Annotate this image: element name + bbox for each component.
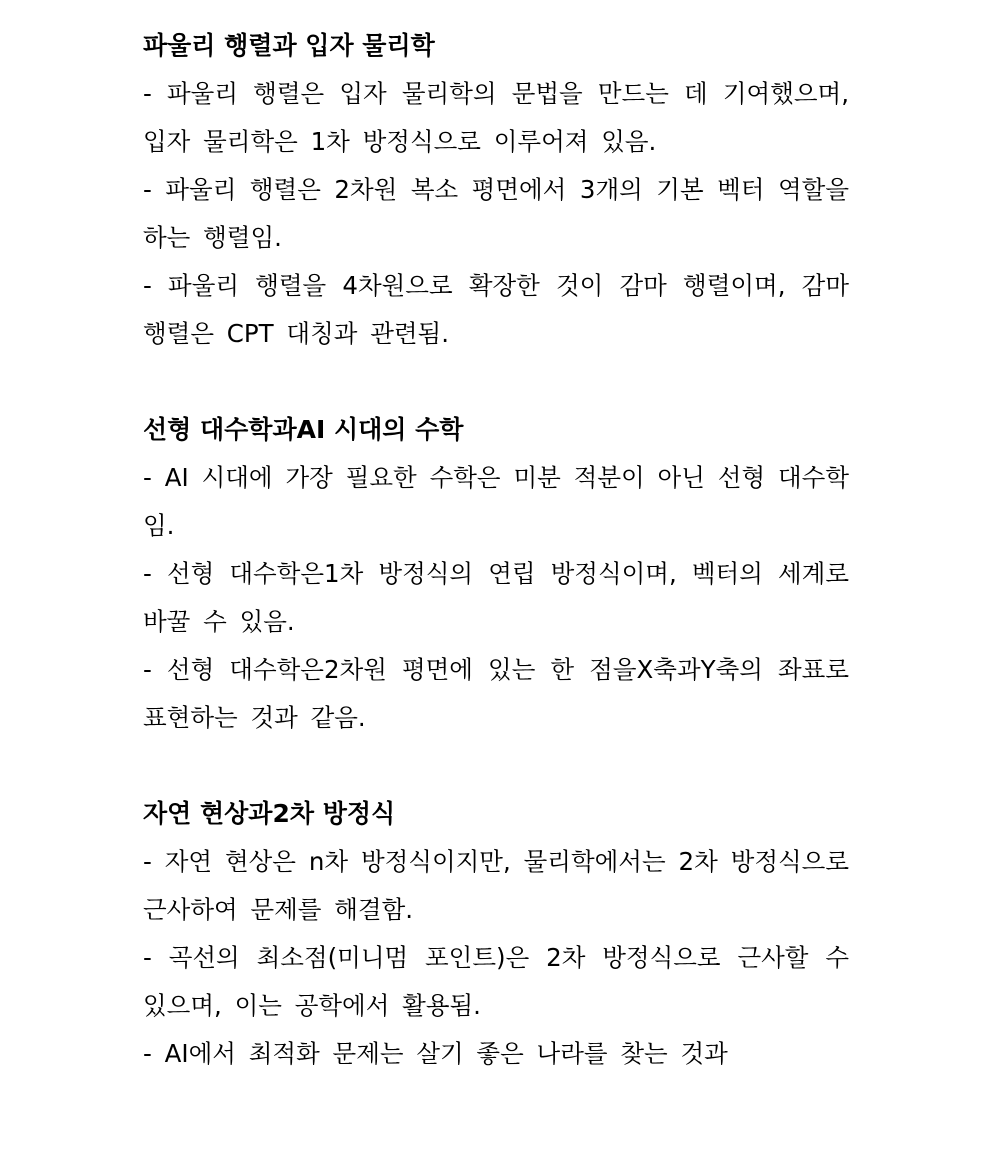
bullet-item: - 파울리 행렬은 입자 물리학의 문법을 만드는 데 기여했으며, 입자 물리학은 1차 방정식으로 이루어져 있음.: [143, 79, 849, 156]
bullet-item: - 곡선의 최소점(미니멈 포인트)은 2차 방정식으로 근사할 수 있으며, 이는 공학에서 활용됨.: [143, 943, 849, 1020]
bullet-item: - 자연 현상은 n차 방정식이지만, 물리학에서는 2차 방정식으로 근사하여 문제를 해결함.: [143, 847, 849, 924]
bullet-item: - 선형 대수학은2차원 평면에 있는 한 점을X축과Y축의 좌표로 표현하는 것과 같음.: [143, 655, 849, 732]
section-quadratic-equations: [143, 790, 849, 1078]
section-heading: 자연 현상과2차 방정식: [143, 799, 396, 828]
bullet-item: - 파울리 행렬은 2차원 복소 평면에서 3개의 기본 벡터 역할을 하는 행렬임.: [143, 175, 849, 252]
bullet-item: - AI에서 최적화 문제는 살기 좋은 나라를 찾는 것과: [143, 1039, 728, 1068]
section-pauli-matrices: [143, 22, 849, 358]
document-page: [143, 22, 849, 1078]
section-linear-algebra: [143, 406, 849, 742]
bullet-item: - 파울리 행렬을 4차원으로 확장한 것이 감마 행렬이며, 감마 행렬은 CPT 대칭과 관련됨.: [143, 271, 849, 348]
bullet-item: - AI 시대에 가장 필요한 수학은 미분 적분이 아닌 선형 대수학임.: [143, 463, 849, 540]
section-heading: 파울리 행렬과 입자 물리학: [143, 31, 435, 60]
bullet-item: - 선형 대수학은1차 방정식의 연립 방정식이며, 벡터의 세계로 바꿀 수 있음.: [143, 559, 849, 636]
section-heading: 선형 대수학과AI 시대의 수학: [143, 415, 464, 444]
